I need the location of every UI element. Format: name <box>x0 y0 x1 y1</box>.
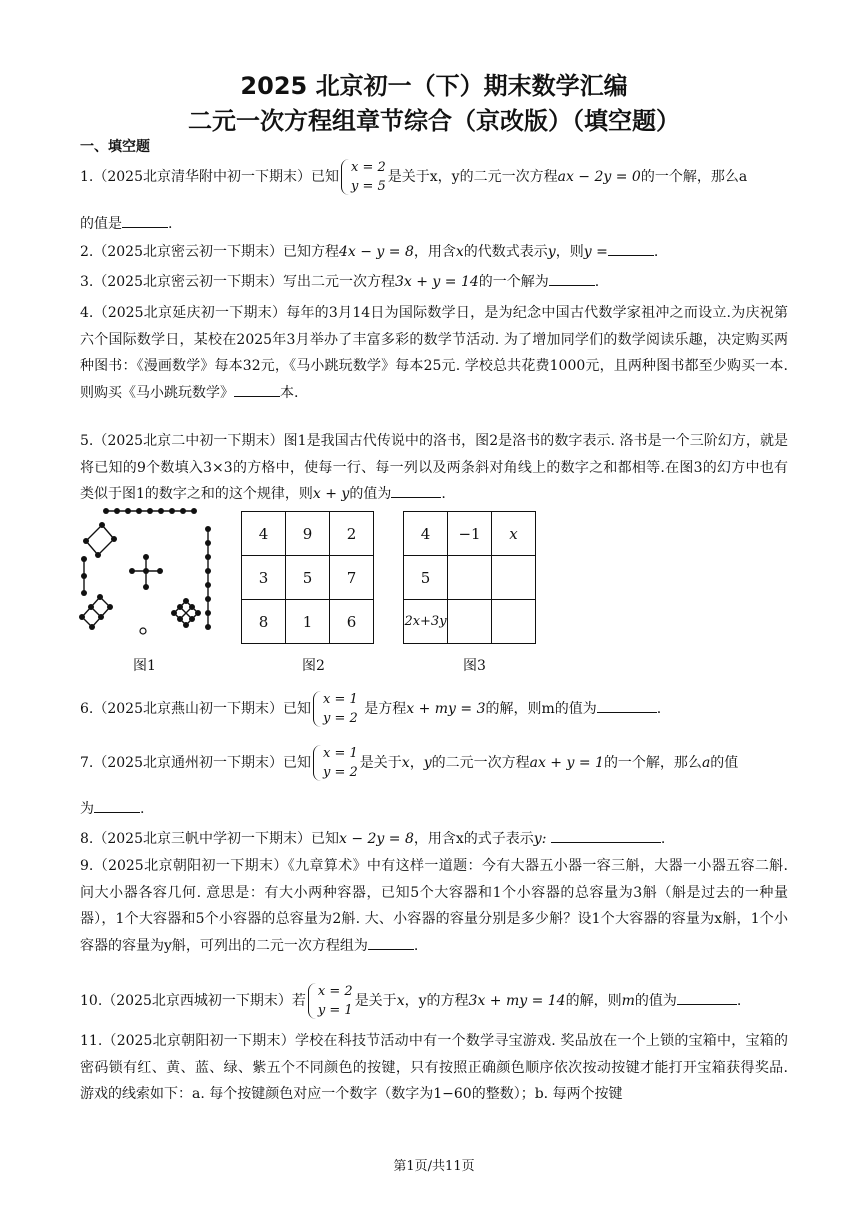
question-8: 8.（2025北京三帆中学初一下期末）已知x − 2y = 8，用含x的式子表示y: . <box>80 831 666 847</box>
figure-caption: 图1 <box>133 658 156 674</box>
figure-caption: 图3 <box>463 658 486 674</box>
question-2: 2.（2025北京密云初一下期末）已知方程4x − y = 8，用含x的代数式表示y，则y = . <box>80 244 659 260</box>
question-1-cont: 的值是 . <box>80 216 173 232</box>
question-7: 7.（2025北京通州初一下期末）已知 x = 1 y = 2 是关于x，y的二元一次方程ax + y = 1的一个解，那么a的值 <box>80 746 739 780</box>
question-5: 5.（2025北京二中初一下期末）图1是我国古代传说中的洛书，图2是洛书的数字表示. 洛书是一个三阶幻方，就是将已知的9个数填入3×3的方格中，使每一行、每一列以及两条斜对角线上的数字之和都相等.在图3的幻方中也有类似于图1的数字之和的这个规律，则x + y的值为 . <box>80 433 788 502</box>
answer-blank <box>94 799 140 813</box>
answer-blank <box>608 242 654 256</box>
answer-blank <box>234 383 280 397</box>
answer-blank <box>677 991 737 1005</box>
answer-blank <box>122 214 168 228</box>
question-3: 3.（2025北京密云初一下期末）写出二元一次方程3x + y = 14的一个解为 . <box>80 274 600 290</box>
answer-blank <box>597 699 657 713</box>
question-7-cont: 为 . <box>80 801 145 817</box>
page-subtitle: 二元一次方程组章节综合（京改版）（填空题） <box>188 107 680 135</box>
figure-caption: 图2 <box>302 658 325 674</box>
equation-system: x = 1 y = 2 <box>313 744 358 782</box>
question-10: 10.（2025北京西城初一下期末）若 x = 2 y = 1 是关于x，y的方程3x + my = 14的解，则m的值为 . <box>80 984 742 1018</box>
page-footer: 第1页/共11页 <box>393 1159 475 1174</box>
equation-system: x = 2 y = 5 <box>341 158 386 196</box>
answer-blank <box>551 829 661 843</box>
question-1: 1.（2025北京清华附中初一下期末）已知 x = 2 y = 5 是关于x，y的二元一次方程ax − 2y = 0的一个解，那么a <box>80 160 748 194</box>
answer-blank <box>391 484 441 498</box>
question-11: 11.（2025北京朝阳初一下期末）学校在科技节活动中有一个数学寻宝游戏. 奖品放在一个上锁的宝箱中，宝箱的密码锁有红、黄、蓝、绿、紫五个不同颜色的按键，只有按照正确颜色顺序依次按动按键才能打开宝箱获得奖品. 游戏的线索如下：a. 每个按键颜色对应一个数字（数字为1−60的整数）；b. 每两个按键 <box>80 1033 788 1102</box>
answer-blank <box>549 272 595 286</box>
equation-system: x = 1 y = 2 <box>313 690 358 728</box>
section-heading: 一、填空题 <box>80 139 150 155</box>
magic-square-fig3: 4 −1 x 5 2x+3y <box>403 511 536 644</box>
luoshu-figure <box>74 505 220 640</box>
page-title: 2025 北京初一（下）期末数学汇编 <box>240 72 628 100</box>
question-9: 9.（2025北京朝阳初一下期末）《九章算术》中有这样一道题：今有大器五小器一容三斛，大器一小器五容二斛. 问大小器各容几何. 意思是：有大小两种容器，已知5个大容器和1个小容器的总容量为3斛（斛是过去的一种量器），1个大容器和5个小容器的总容量为2斛. 大、小容器的容量分别是多少斛？设1个大容器的容量为x斛，1个小容器的容量为y斛，可列出的二元一次方程组为 . <box>80 858 788 954</box>
answer-blank <box>368 936 414 950</box>
question-6: 6.（2025北京燕山初一下期末）已知 x = 1 y = 2 是方程x + my = 3的解，则m的值为 . <box>80 692 662 726</box>
magic-square-fig2: 4 9 2 3 5 7 8 1 6 <box>241 511 374 644</box>
equation-system: x = 2 y = 1 <box>308 982 353 1020</box>
question-4: 4.（2025北京延庆初一下期末）每年的3月14日为国际数学日，是为纪念中国古代数学家祖冲之而设立.为庆祝第六个国际数学日，某校在2025年3月举办了丰富多彩的数学节活动. 为了增加同学们的数学阅读乐趣，决定购买两种图书：《漫画数学》每本32元，《马小跳玩数学》每本25元. 学校总共花费1000元，且两种图书都至少购买一本. 则购买《马小跳玩数学》 本. <box>80 305 788 401</box>
